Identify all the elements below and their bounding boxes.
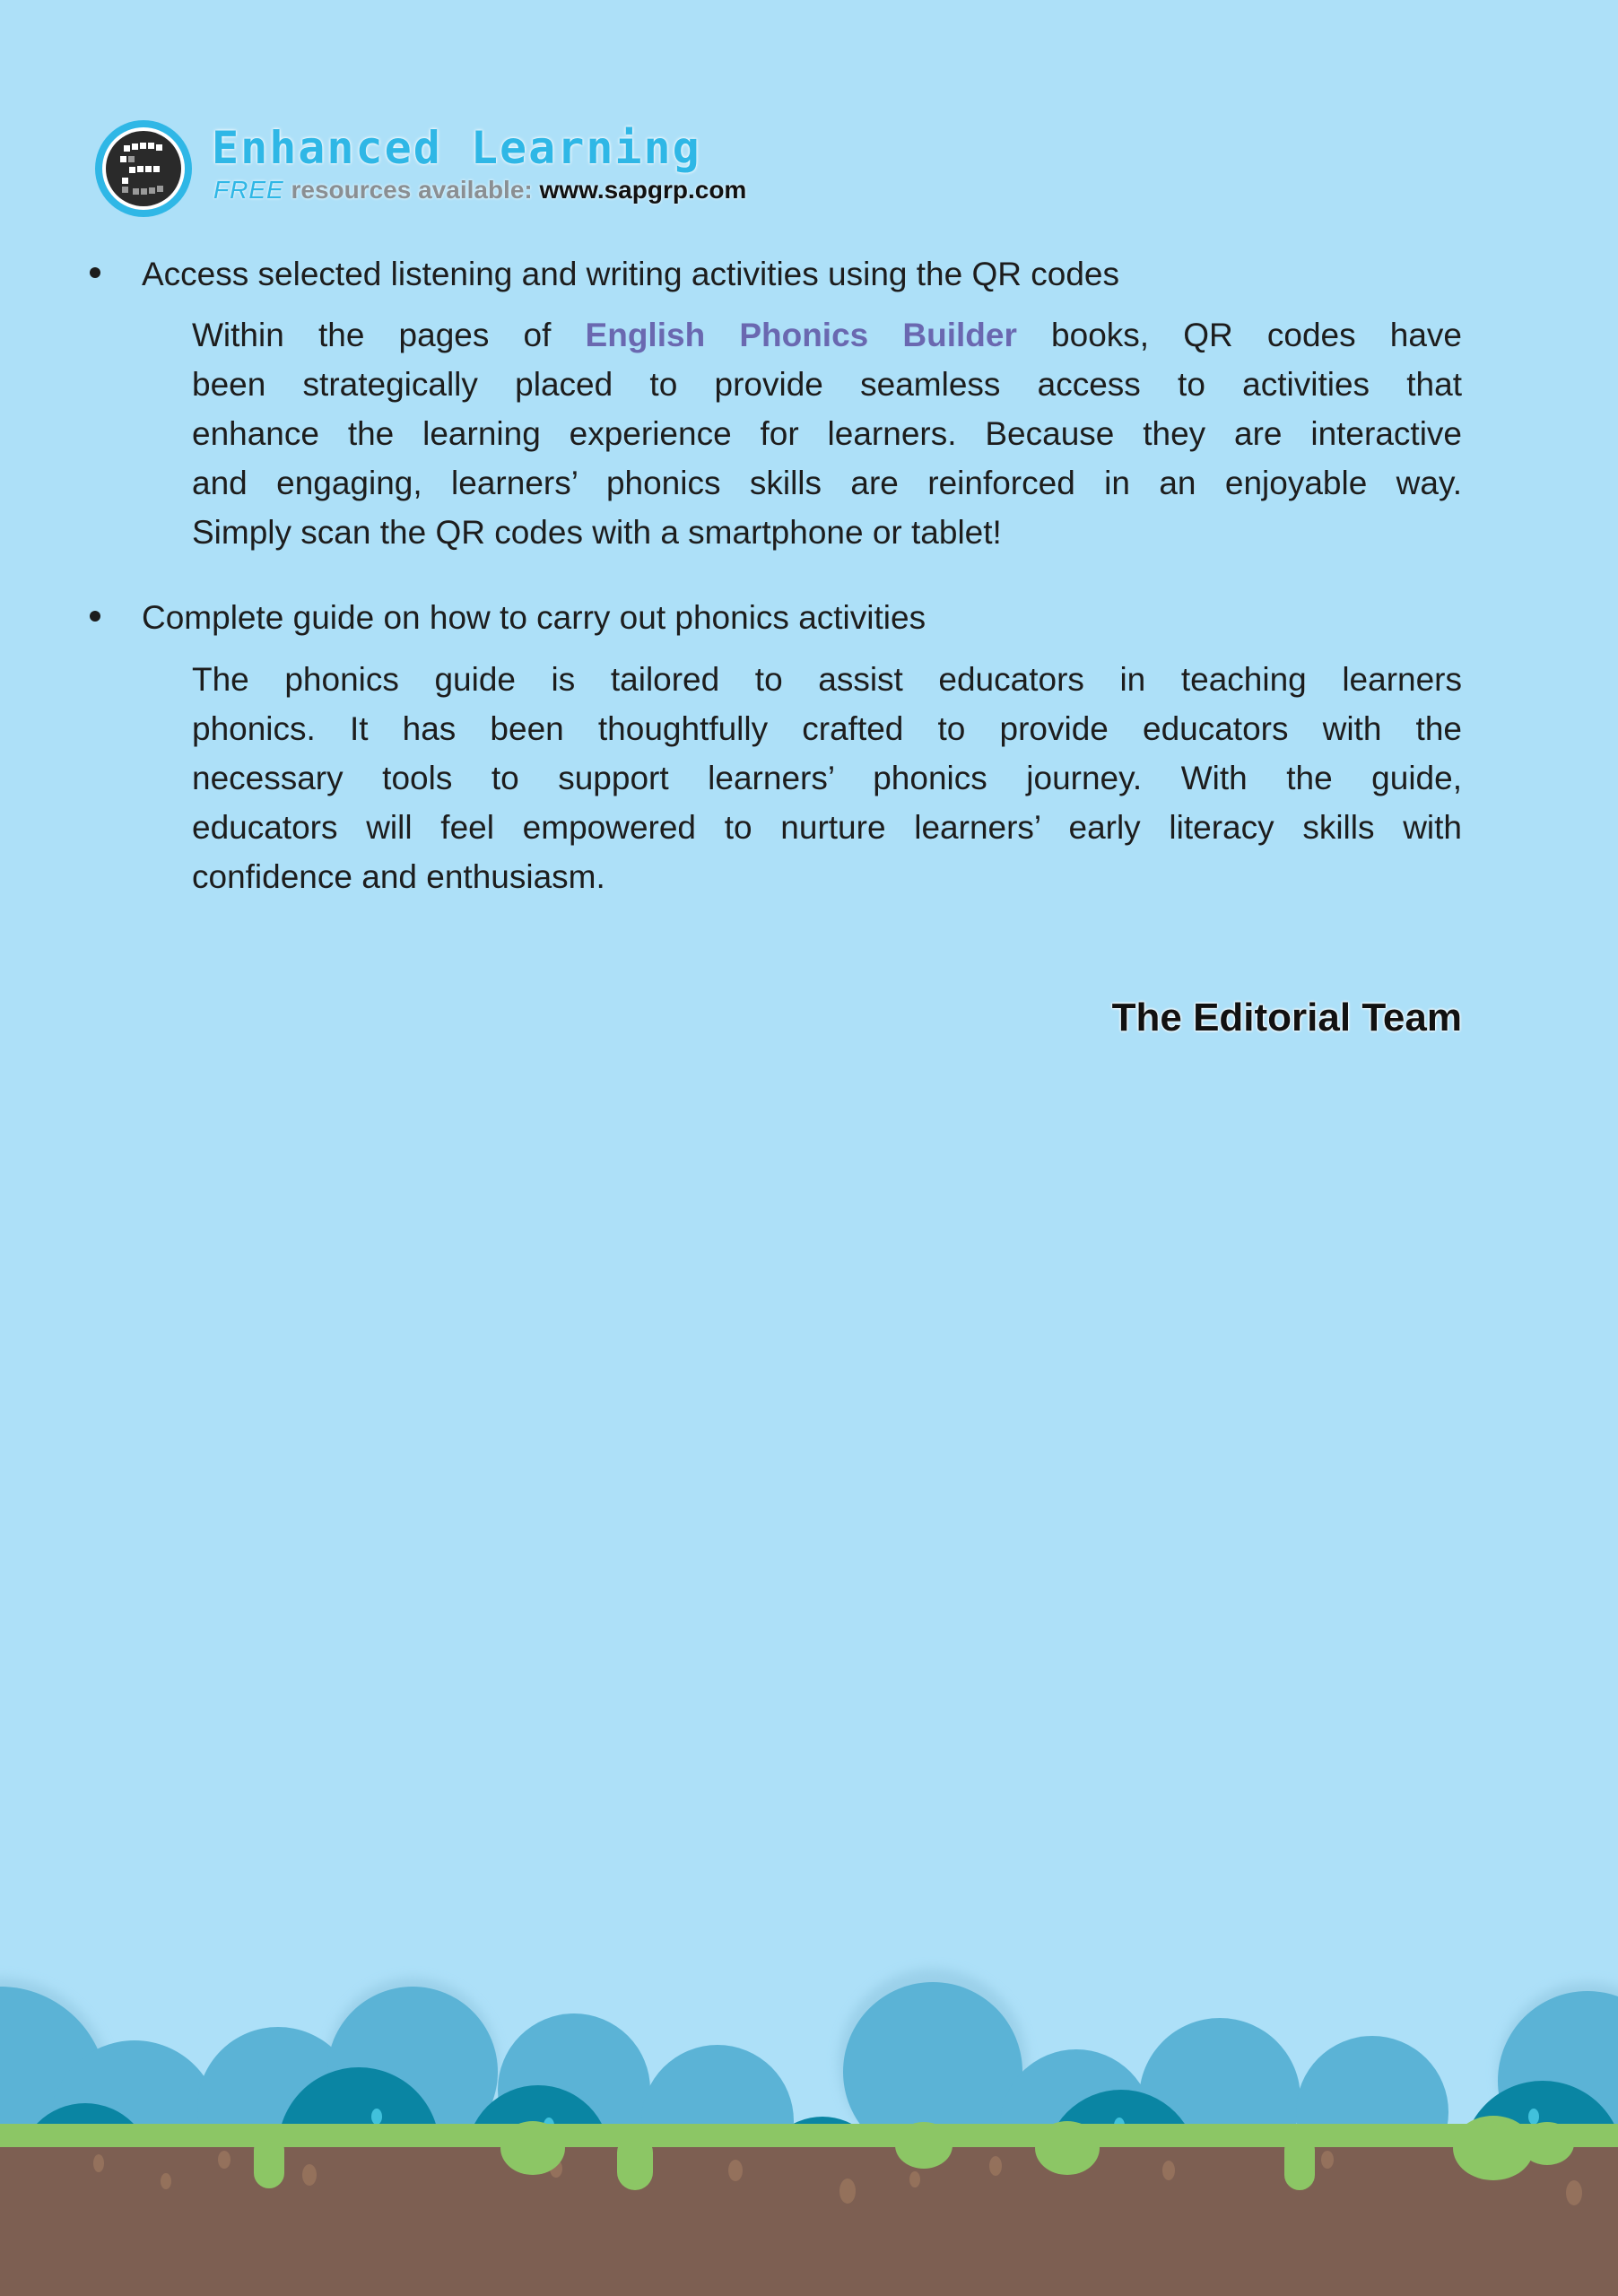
section-heading	[90, 256, 1119, 293]
section-paragraph	[192, 655, 1462, 901]
paragraph-line: phonics. It has been thoughtfully crafted to provide educators with the	[192, 710, 1462, 747]
section-heading	[90, 599, 926, 637]
line-text: books, QR codes have	[1016, 317, 1462, 353]
soil	[0, 2145, 1618, 2296]
paragraph-line: and engaging, learners’ phonics skills are reinforced in an enjoyable way.	[192, 465, 1462, 501]
paragraph-line: confidence and enthusiasm.	[192, 858, 605, 895]
line-text: Within the pages of	[192, 317, 586, 353]
signature: The Editorial Team	[1111, 996, 1462, 1039]
paragraph-line: Simply scan the QR codes with a smartphone or tablet!	[192, 514, 1002, 551]
bullet-icon	[90, 267, 100, 278]
resources-label: resources available:	[291, 176, 533, 204]
paragraph-line: been strategically placed to provide seamless access to activities that	[192, 366, 1462, 403]
bullet-icon	[90, 611, 100, 622]
book-title-highlight: English Phonics Builder	[585, 317, 1017, 353]
section-paragraph	[192, 310, 1462, 557]
brand-subtitle	[213, 176, 746, 204]
heading-text: Access selected listening and writing activities using the QR codes	[142, 256, 1119, 292]
landscape-illustration	[0, 1955, 1618, 2296]
enhanced-learning-logo-icon	[93, 118, 194, 219]
brand-title: Enhanced Learning	[212, 122, 701, 174]
paragraph-line: The phonics guide is tailored to assist educators in teaching learners	[192, 661, 1462, 698]
website-link[interactable]: www.sapgrp.com	[539, 176, 747, 204]
free-label: FREE	[213, 176, 284, 204]
paragraph-line	[192, 310, 1462, 360]
paragraph-line: educators will feel empowered to nurture learners’ early literacy skills with	[192, 809, 1462, 846]
heading-text: Complete guide on how to carry out phonics activities	[142, 599, 926, 636]
paragraph-line: enhance the learning experience for learners. Because they are interactive	[192, 415, 1462, 452]
paragraph-line: necessary tools to support learners’ phonics journey. With the guide,	[192, 760, 1462, 796]
